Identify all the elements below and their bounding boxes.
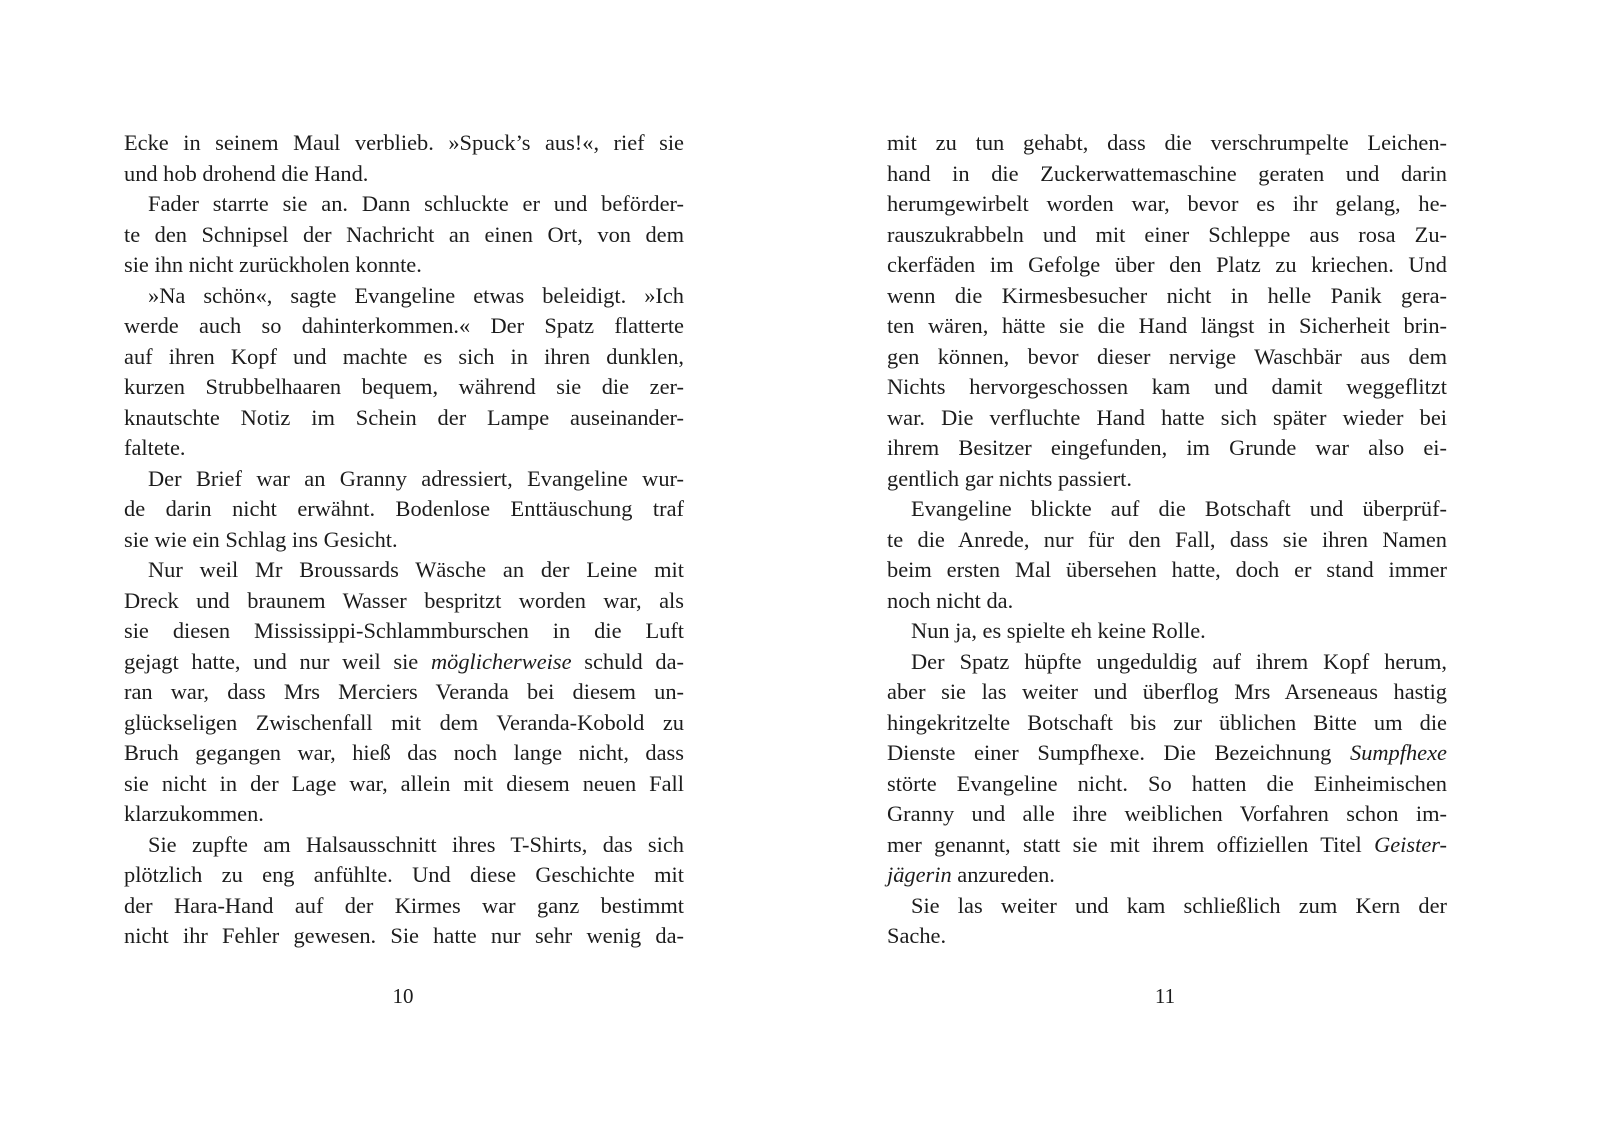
text-line	[124, 525, 684, 556]
text-line	[124, 891, 684, 922]
text-run: werde auch so dahinterkommen.« Der Spatz flatterte	[124, 313, 684, 338]
text-run: noch nicht da.	[887, 587, 1014, 613]
text-line	[887, 342, 1447, 373]
text-run: Ecke in seinem Maul verblieb. »Spuck’s aus!«, rief sie	[124, 130, 684, 155]
text-line	[124, 738, 684, 769]
text-run: gentlich gar nichts passiert.	[887, 465, 1132, 491]
text-run: de darin nicht erwähnt. Bodenlose Enttäuschung traf	[124, 496, 684, 521]
text-run: Nur weil Mr Broussards Wäsche an der Leine mit	[148, 557, 684, 582]
text-run: faltete.	[124, 435, 186, 460]
page-number-right: 11	[1154, 984, 1176, 1008]
text-run: Dienste einer Sumpfhexe. Die Bezeichnung	[887, 740, 1350, 765]
text-run: Der Brief war an Granny adressiert, Evangeline wur-	[148, 465, 684, 491]
text-line	[887, 769, 1447, 800]
text-line	[887, 189, 1447, 220]
text-run: beim ersten Mal übersehen hatte, doch er stand immer	[887, 557, 1447, 582]
text-run: gen können, bevor dieser nervige Waschbär aus dem	[887, 343, 1447, 369]
text-line	[887, 311, 1447, 342]
text-line	[124, 403, 684, 434]
text-line	[887, 433, 1447, 464]
text-line	[124, 311, 684, 342]
text-line	[887, 738, 1447, 769]
text-line	[887, 128, 1447, 159]
text-run: Der Spatz hüpfte ungeduldig auf ihrem Kopf herum,	[911, 648, 1447, 674]
text-run: hand in die Zuckerwattemaschine geraten und darin	[887, 160, 1447, 186]
text-line	[124, 921, 684, 952]
text-line	[124, 860, 684, 891]
text-run: mit zu tun gehabt, dass die verschrumpelte Leichen-	[887, 130, 1447, 155]
text-line	[124, 281, 684, 312]
text-line	[124, 220, 684, 251]
text-line	[124, 159, 684, 190]
text-run: auf ihren Kopf und machte es sich in ihren dunklen,	[124, 343, 684, 369]
text-line	[887, 647, 1447, 678]
text-run: plötzlich zu eng anfühlte. Und diese Geschichte mit	[124, 862, 684, 887]
text-line	[887, 830, 1447, 861]
text-line	[124, 647, 684, 678]
text-run: Evangeline blickte auf die Botschaft und überprüf-	[911, 496, 1447, 521]
text-run: ran war, dass Mrs Merciers Veranda bei diesem un-	[124, 679, 684, 704]
text-run: hingekritzelte Botschaft bis zur üblichen Bitte um die	[887, 709, 1447, 735]
text-line	[887, 494, 1447, 525]
text-run: ckerfäden im Gefolge über den Platz zu kriechen. Und	[887, 252, 1447, 277]
text-run: schuld da-	[571, 648, 684, 674]
text-run: Granny und alle ihre weiblichen Vorfahren schon im-	[887, 801, 1447, 826]
text-line	[124, 830, 684, 861]
text-line	[887, 250, 1447, 281]
text-run: Dreck und braunem Wasser bespritzt worden war, als	[124, 587, 684, 613]
text-run: nicht ihr Fehler gewesen. Sie hatte nur sehr wenig da-	[124, 923, 684, 948]
text-run: Sie zupfte am Halsausschnitt ihres T-Shirts, das sich	[148, 831, 684, 857]
text-run: störte Evangeline nicht. So hatten die Einheimischen	[887, 770, 1447, 796]
text-line	[124, 769, 684, 800]
text-run: sie ihn nicht zurückholen konnte.	[124, 252, 422, 277]
text-run: der Hara-Hand auf der Kirmes war ganz bestimmt	[124, 892, 684, 918]
italic-emphasis: möglicherweise	[430, 648, 572, 674]
text-run: war. Die verfluchte Hand hatte sich später wieder bei	[887, 404, 1447, 430]
italic-emphasis: Geister-	[1374, 831, 1447, 857]
text-line	[124, 372, 684, 403]
text-line	[124, 433, 684, 464]
text-run: Nun ja, es spielte eh keine Rolle.	[911, 618, 1206, 643]
text-run: gejagt hatte, und nur weil sie	[124, 648, 431, 674]
text-line	[887, 708, 1447, 739]
text-line	[887, 616, 1447, 647]
text-run: kurzen Strubbelhaaren bequem, während sie die zer-	[124, 374, 684, 399]
text-line	[124, 708, 684, 739]
text-line	[887, 921, 1447, 952]
text-line	[124, 494, 684, 525]
text-run: mer genannt, statt sie mit ihrem offiziellen Titel	[887, 831, 1375, 857]
text-line	[887, 464, 1447, 495]
text-line	[887, 799, 1447, 830]
text-run: knautschte Notiz im Schein der Lampe auseinander-	[124, 404, 684, 430]
text-line	[124, 342, 684, 373]
text-line	[887, 586, 1447, 617]
text-line	[124, 189, 684, 220]
text-run: klarzukommen.	[124, 801, 264, 826]
text-run: sie diesen Mississippi-Schlammburschen in die Luft	[124, 618, 684, 643]
italic-emphasis: Sumpfhexe	[1350, 740, 1447, 765]
text-line	[124, 616, 684, 647]
text-run: sie nicht in der Lage war, allein mit diesem neuen Fall	[124, 770, 684, 796]
text-run: te den Schnipsel der Nachricht an einen Ort, von dem	[124, 221, 684, 247]
text-run: ten wären, hätte sie die Hand längst in Sicherheit brin-	[887, 313, 1447, 338]
text-line	[124, 128, 684, 159]
page-number-left: 10	[392, 984, 414, 1008]
left-page-text	[124, 128, 684, 952]
text-line	[887, 525, 1447, 556]
text-line	[887, 403, 1447, 434]
text-line	[887, 220, 1447, 251]
text-run: Bruch gegangen war, hieß das noch lange nicht, dass	[124, 740, 684, 765]
text-run: Fader starrte sie an. Dann schluckte er und beförder-	[148, 191, 684, 216]
text-run: »Na schön«, sagte Evangeline etwas beleidigt. »Ich	[148, 282, 684, 308]
text-run: glückseligen Zwischenfall mit dem Veranda-Kobold zu	[124, 709, 684, 735]
right-page-text	[887, 128, 1447, 952]
text-line	[124, 555, 684, 586]
text-line	[887, 281, 1447, 312]
text-line	[887, 555, 1447, 586]
text-line	[124, 677, 684, 708]
text-run: rauszukrabbeln und mit einer Schleppe aus rosa Zu-	[887, 221, 1447, 247]
text-run: Nichts hervorgeschossen kam und damit weggeflitzt	[887, 374, 1447, 399]
text-run: te die Anrede, nur für den Fall, dass sie ihren Namen	[887, 526, 1447, 552]
text-run: aber sie las weiter und überflog Mrs Arseneaus hastig	[887, 679, 1447, 704]
text-line	[124, 250, 684, 281]
text-run: anzureden.	[951, 862, 1055, 887]
italic-emphasis: jägerin	[887, 862, 952, 887]
text-line	[124, 464, 684, 495]
text-run: wenn die Kirmesbesucher nicht in helle Panik gera-	[887, 282, 1447, 308]
text-line	[887, 860, 1447, 891]
text-line	[887, 159, 1447, 190]
text-run: sie wie ein Schlag ins Gesicht.	[124, 526, 398, 552]
text-run: Sache.	[887, 923, 947, 948]
text-run: Sie las weiter und kam schließlich zum Kern der	[911, 892, 1447, 918]
text-line	[887, 677, 1447, 708]
text-line	[887, 372, 1447, 403]
text-run: und hob drohend die Hand.	[124, 160, 369, 186]
text-line	[887, 891, 1447, 922]
text-run: herumgewirbelt worden war, bevor es ihr gelang, he-	[887, 191, 1447, 216]
text-run: ihrem Besitzer eingefunden, im Grunde war also ei-	[887, 435, 1447, 460]
text-line	[124, 586, 684, 617]
text-line	[124, 799, 684, 830]
